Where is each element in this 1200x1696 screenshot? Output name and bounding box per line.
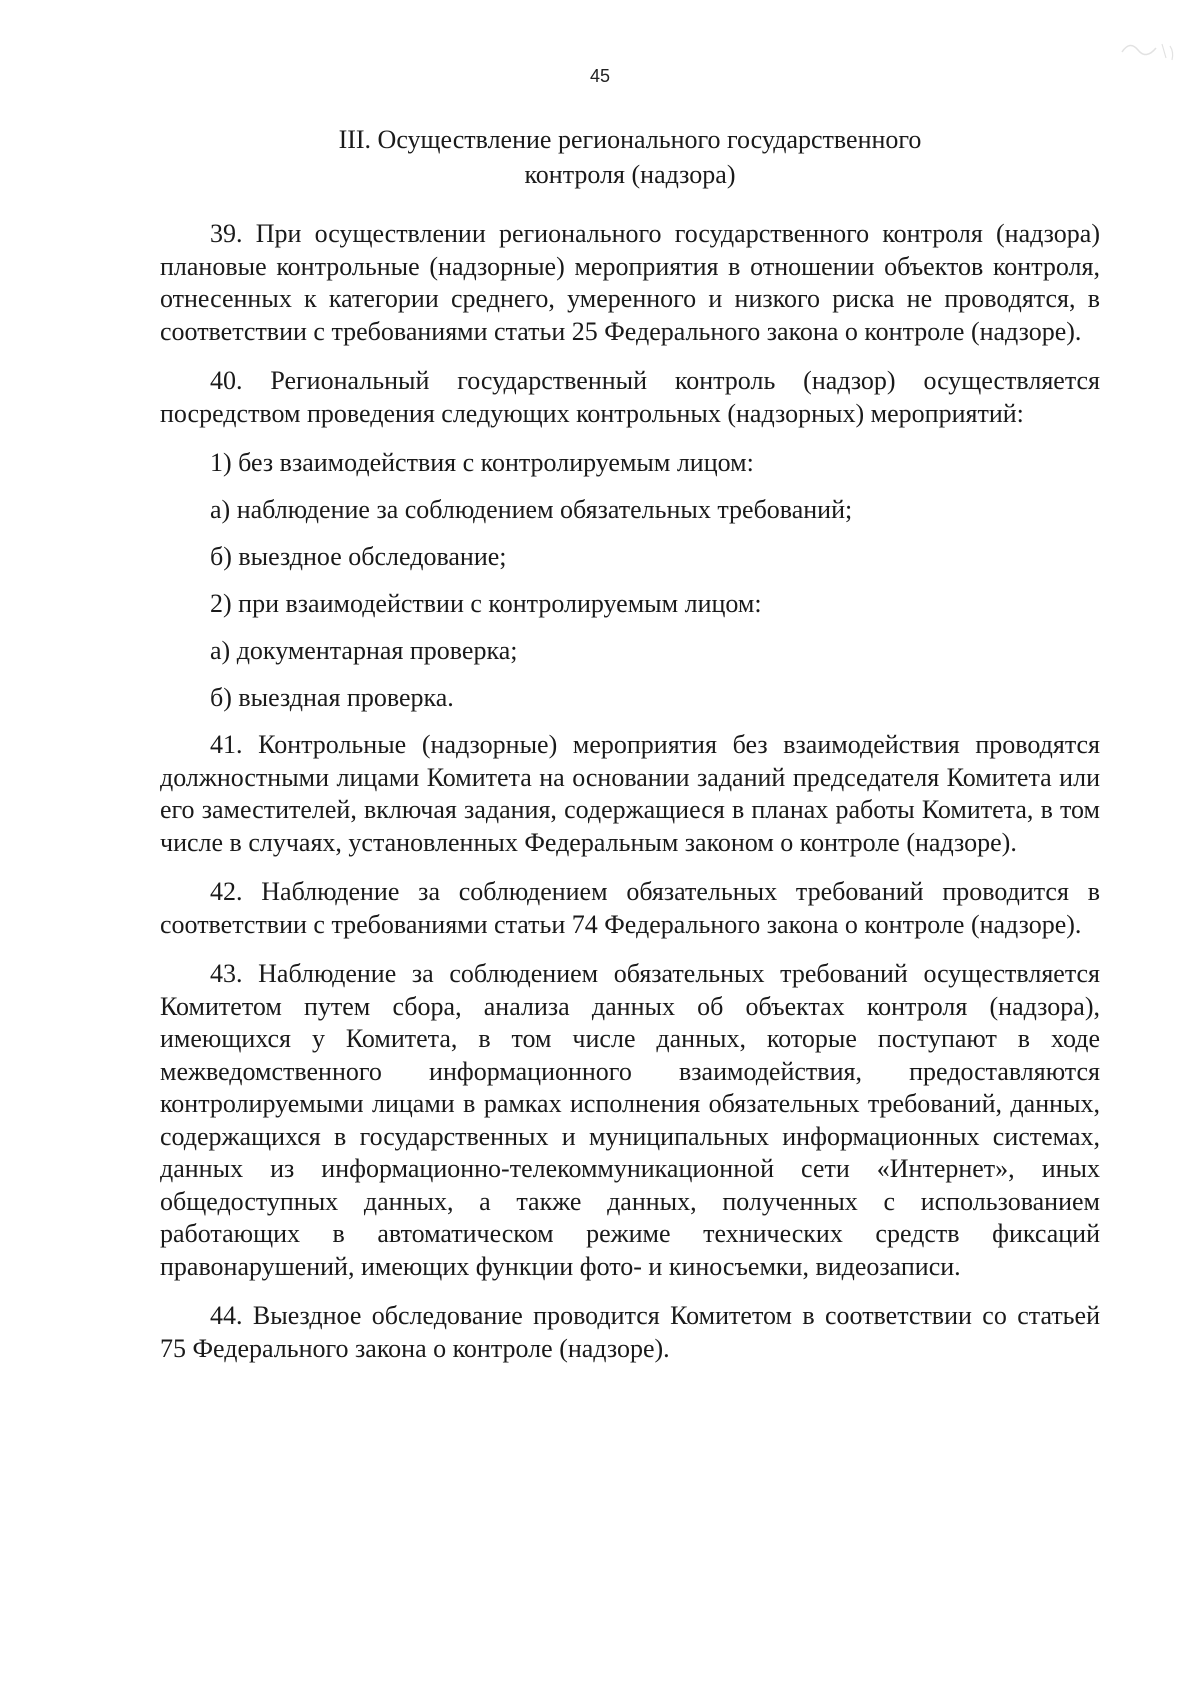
paragraph-43: 43. Наблюдение за соблюдением обязательных требований осуществляется Комитетом путем сбора, анализа данных об объектах контроля (надзора), имеющихся у Комитета, в том числе данных, которые поступают в ходе межведомственного информационного взаимодействия, предоставляются контролируемыми лицами в рамках исполнения обязательных требований, данных, содержащихся в государственных и муниципальных информационных системах, данных из информационно-телекоммуникационной сети «Интернет», иных общедоступных данных, а также данных, полученных с использованием работающих в автоматическом режиме технических средств фиксаций правонарушений, имеющих функции фото- и киносъемки, видеозаписи. bbox=[160, 959, 1100, 1281]
list-item: б) выездное обследование; bbox=[210, 542, 507, 571]
paragraph-40: 40. Региональный государственный контроль (надзор) осуществляется посредством проведения следующих контрольных (надзорных) мероприятий: bbox=[160, 366, 1100, 428]
page-number: 45 bbox=[589, 66, 611, 86]
list-item: 2) при взаимодействии с контролируемым лицом: bbox=[210, 589, 762, 618]
paragraph-42: 42. Наблюдение за соблюдением обязательных требований проводится в соответствии с требованиями статьи 74 Федерального закона о контроле (надзоре). bbox=[160, 877, 1100, 939]
document-body bbox=[160, 218, 1100, 1382]
paragraph-41: 41. Контрольные (надзорные) мероприятия без взаимодействия проводятся должностными лицами Комитета на основании заданий председателя Комитета или его заместителей, включая задания, содержащиеся в планах работы Комитета, в том числе в случаях, установленных Федеральным законом о контроле (надзоре). bbox=[160, 730, 1100, 857]
list-item: а) наблюдение за соблюдением обязательных требований; bbox=[210, 495, 853, 524]
paragraph-44: 44. Выездное обследование проводится Комитетом в соответствии со статьей 75 Федерального закона о контроле (надзоре). bbox=[160, 1301, 1100, 1363]
list-item: а) документарная проверка; bbox=[210, 636, 518, 665]
paragraph-39: 39. При осуществлении регионального государственного контроля (надзора) плановые контрольные (надзорные) мероприятия в отношении объектов контроля, отнесенных к категории среднего, умеренного и низкого риска не проводятся, в соответствии с требованиями статьи 25 Федерального закона о контроле (надзоре). bbox=[160, 219, 1100, 346]
section-title-line-2: контроля (надзора) bbox=[524, 160, 736, 189]
section-title-line-1: III. Осуществление регионального государственного bbox=[338, 125, 922, 154]
section-title bbox=[160, 122, 1100, 192]
list-item: 1) без взаимодействия с контролируемым лицом: bbox=[210, 448, 754, 477]
list-item: б) выездная проверка. bbox=[210, 683, 454, 712]
